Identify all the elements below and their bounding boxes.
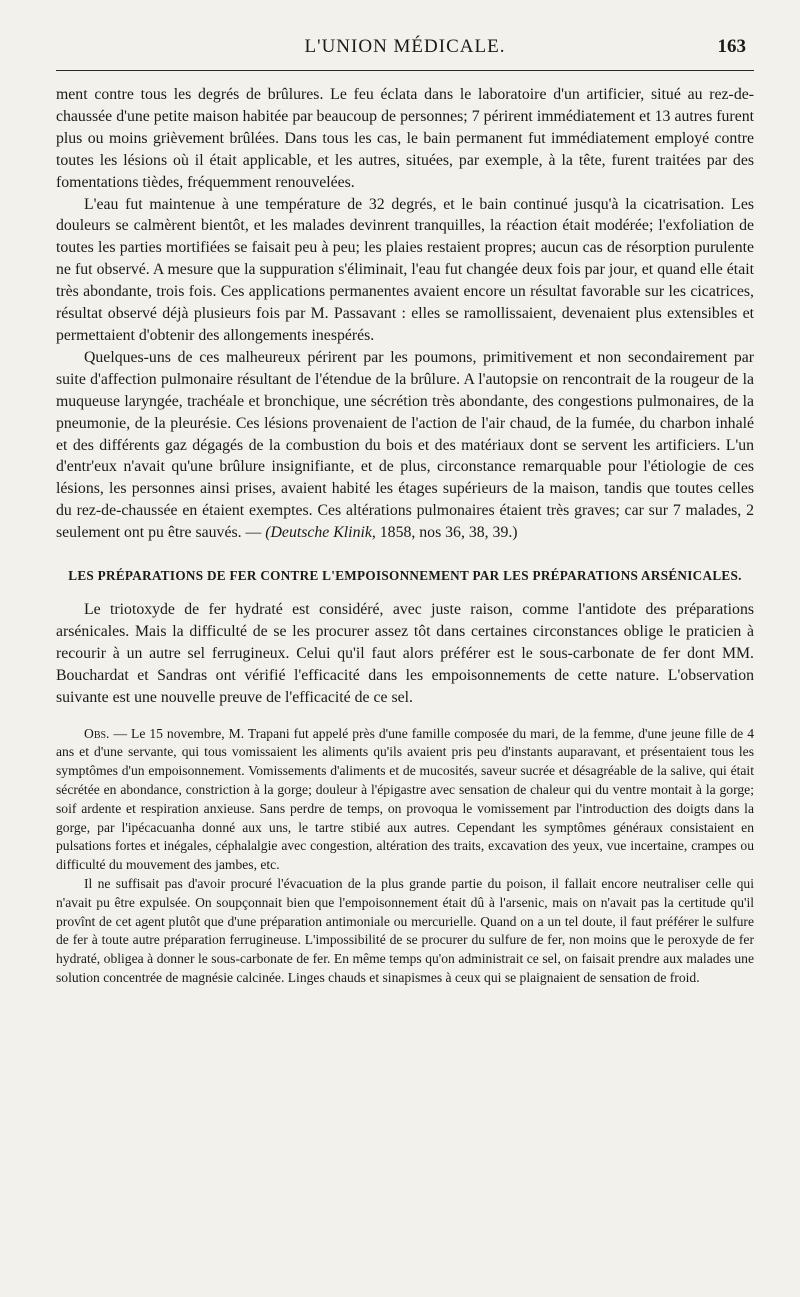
paragraph-burns-continued: ment contre tous les degrés de brûlures. Le feu éclata dans le laboratoire d'un artificier, situé au rez-de-chaussée d'une petite maison habitée par beaucoup de personnes; 7 périrent immédiatement et 13 autres furent plus ou moins grièvement brûlées. Dans tous les cas, le bain permanent fut immédiatement employé contre toutes les lésions où il était applicable, et les autres, situées, par exemple, à la tête, furent traitées par des fomentations tièdes, fréquemment renouvelées. [56,86,754,191]
paragraph-iron-antidote: Le triotoxyde de fer hydraté est considéré, avec juste raison, comme l'antidote des préparations arsénicales. Mais la difficulté de se les procurer assez tôt dans certaines circonstances oblige le praticien à recourir à un autre sel ferrugineux. Celui qu'il faut alors préférer est le sous-carbonate de fer dont MM. Bouchardat et Sandras ont vérifié l'efficacité dans les empoisonnements de cette nature. L'observation suivante est une nouvelle preuve de l'efficacité de ce sel. [56,601,754,706]
paragraph-lung-lesions-text: Quelques-uns de ces malheureux périrent par les poumons, primitivement et non secondairement par suite d'affection pulmonaire résultant de l'étendue de la brûlure. A l'autopsie on rencontrait de la rougeur de la muqueuse laryngée, trachéale et bronchique, une sécrétion très abondante, des congestions pulmonaires, de la pneumonie, de la pleurésie. Ces lésions provenaient de l'action de l'air chaud, de la fumée, du charbon inhalé et des différents gaz dégagés de la combustion du bois et des matériaux dont se servent les artificiers. L'un d'entr'eux n'avait qu'une brûlure insignifiante, et de plus, circonstance remarquable pour l'étiologie de ces lésions, les personnes ainsi prises, avaient habité les étages supérieurs de la maison, tandis que toutes celles du rez-de-chaussée en étaient exemptes. Ces altérations pulmonaires étaient très graves; car sur 7 malades, 2 seulement ont pu être sauvés. — [56,348,754,542]
header-rule [56,70,754,71]
page-number: 163 [717,36,746,57]
paragraph-lung-lesions [56,347,754,544]
observation-label: Obs. [84,725,110,741]
observation-continued: Il ne suffisait pas d'avoir procuré l'évacuation de la plus grande partie du poison, il fallait encore neutraliser celle qui n'avait pu être expulsée. On soupçonnait bien que l'empoisonnement était dû à l'arsenic, mais on n'avait pas la certitude qu'il provînt de cet agent plutôt que d'une préparation antimoniale ou mercurielle. Quand on a un tel doute, il faut préférer le sulfure de fer à toute autre préparation ferrugineuse. L'impossibilité de se procurer du sulfure de fer, non moins que le peroxyde de fer hydraté, obligea à donner le sous-carbonate de fer. En même temps qu'on administrait ce sel, on faisait prendre aux malades une solution concentrée de magnésie calcinée. Linges chauds et sinapismes à ceux qui se plaignaient de sensation de froid. [56,875,754,985]
section-heading: LES PRÉPARATIONS DE FER CONTRE L'EMPOISONNEMENT PAR LES PRÉPARATIONS ARSÉNICALES. [68,568,742,584]
journal-title: L'UNION MÉDICALE. [304,36,506,57]
paragraph-water-temperature: L'eau fut maintenue à une température de 32 degrés, et le bain continué jusqu'à la cicatrisation. Les douleurs se calmèrent bientôt, et les malades devinrent tranquilles, la réaction était modérée; l'exfoliation de toutes les parties mortifiées se faisait peu à peu; les plaies restaient propres; aucun cas de résorption purulente ne fut observé. A mesure que la suppuration s'éliminait, l'eau fut changée deux fois par jour, et quand elle était très abondante, trois fois. Ces applications permanentes avaient encore un résultat favorable sur les cicatrices, résultat observé déjà plusieurs fois par M. Passavant : elles se ramollissaient, devenaient plus extensibles et permettaient d'obtenir des allongements inespérés. [56,195,754,344]
citation-end: 1858, nos 36, 38, 39.) [375,524,518,542]
observation-paragraph [56,725,754,875]
running-head [56,36,754,60]
article-body [56,84,754,988]
observation-text: — Le 15 novembre, M. Trapani fut appelé près d'une famille composée du mari, de la femme, d'une jeune fille de 4 ans et d'une servante, qui tous vomissaient les aliments qu'ils avaient pris peu d'instants auparavant, et présentaient tous les symptômes d'un empoisonnement. Vomissements d'aliments et de mucosités, saveur sucrée et désagréable de la salive, qui était sécrétée en abondance, constriction à la gorge; douleur à l'épigastre avec sensation de chaleur qui du ventre montait à la gorge; soif ardente et respiration anxieuse. Sans perdre de temps, on provoqua le vomissement par l'introduction des doigts dans la gorge, par l'ipécacuanha donné aux uns, le tartre stibié aux autres. Cependant les symptômes généraux consistaient en pulsations fortes et inégales, céphalalgie avec congestion, altération des traits, excavation des yeux, vue incertaine, crampes ou difficulté du mouvement des jambes, etc. [56,725,754,873]
citation-source: (Deutsche Klinik, [265,524,376,542]
